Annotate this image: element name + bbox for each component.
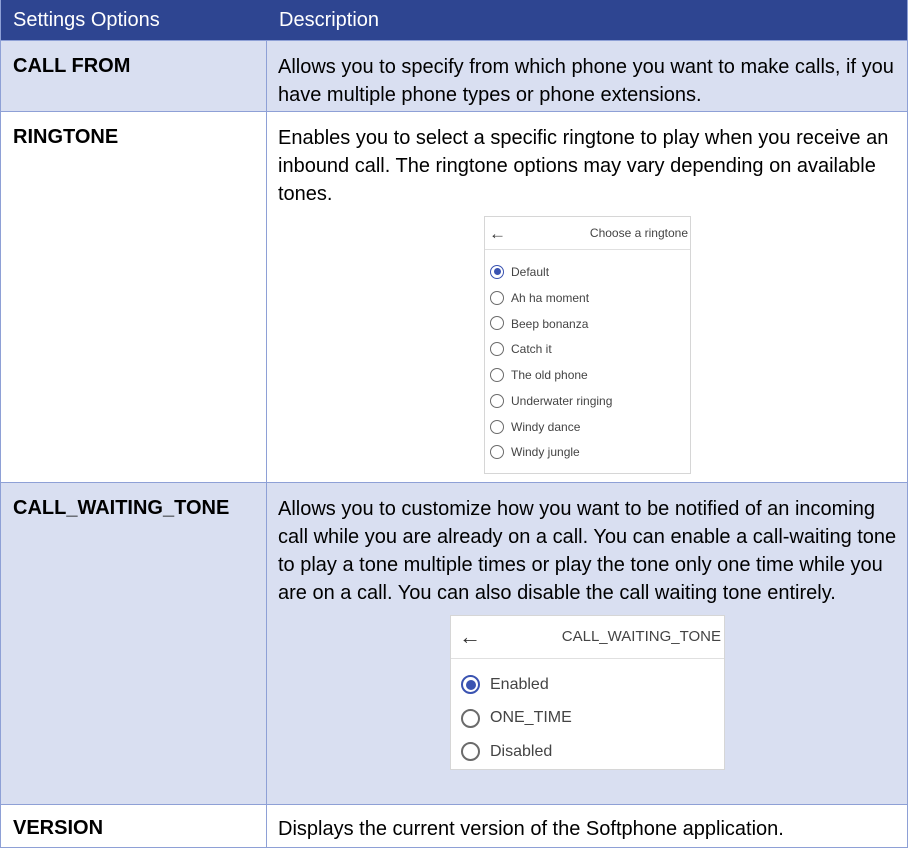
table-row-ringtone <box>1 111 907 482</box>
ringtone-option[interactable] <box>485 388 690 414</box>
ringtone-option-label: Underwater ringing <box>511 393 613 408</box>
description-ringtone: Enables you to select a specific ringtone to play when you receive an inbound call. The ringtone options may vary depending on available tones. <box>278 127 889 205</box>
table-row-call-from <box>1 40 907 111</box>
call-waiting-panel <box>450 615 725 770</box>
description-ringtone-cell <box>267 112 907 482</box>
option-call-from: CALL FROM <box>1 41 267 111</box>
description-call-waiting-tone: Allows you to customize how you want to be notified of an incoming call while you are already on a call. You can enable a call-waiting tone to play a tone multiple times or play the tone only one time while you are on a call. You can also disable the call waiting tone entirely. <box>278 498 897 604</box>
call-waiting-option-label: Enabled <box>490 675 549 693</box>
ringtone-option-label: Catch it <box>511 342 552 357</box>
header-description: Description <box>279 8 380 31</box>
radio-icon[interactable] <box>490 316 504 330</box>
call-waiting-panel-header <box>451 616 724 659</box>
ringtone-option[interactable] <box>485 362 690 388</box>
ringtone-option-label: Windy jungle <box>511 445 580 460</box>
radio-icon[interactable] <box>461 709 480 728</box>
option-version: VERSION <box>1 805 267 847</box>
radio-icon[interactable] <box>490 394 504 408</box>
ringtone-options-list <box>485 250 690 465</box>
header-settings-options: Settings Options <box>13 8 160 31</box>
left-arrow-icon[interactable]: ← <box>489 223 506 243</box>
ringtone-option[interactable] <box>485 440 690 466</box>
table-row-version <box>1 804 907 848</box>
ringtone-option-label: Default <box>511 264 550 279</box>
radio-icon[interactable] <box>490 445 504 459</box>
radio-selected-icon[interactable] <box>490 265 504 279</box>
ringtone-option-label: Ah ha moment <box>511 290 590 305</box>
option-ringtone: RINGTONE <box>1 112 267 482</box>
ringtone-option[interactable] <box>485 336 690 362</box>
ringtone-option[interactable] <box>485 311 690 337</box>
option-call-waiting-tone: CALL_WAITING_TONE <box>1 483 267 804</box>
ringtone-panel-title: Choose a ringtone <box>589 226 688 240</box>
ringtone-panel-header <box>485 217 690 250</box>
call-waiting-option[interactable] <box>451 668 724 702</box>
description-call-from: Allows you to specify from which phone you want to make calls, if you have multiple phone types or phone extensions. <box>278 56 894 106</box>
radio-icon[interactable] <box>490 420 504 434</box>
radio-icon[interactable] <box>461 742 480 761</box>
radio-icon[interactable] <box>490 368 504 382</box>
ringtone-option[interactable] <box>485 259 690 285</box>
table-row-call-waiting-tone <box>1 482 907 804</box>
call-waiting-option[interactable] <box>451 735 724 769</box>
call-waiting-options-list <box>451 659 724 769</box>
radio-icon[interactable] <box>490 342 504 356</box>
ringtone-option-label: Beep bonanza <box>511 316 589 331</box>
radio-selected-icon[interactable] <box>461 675 480 694</box>
table-header <box>1 0 907 40</box>
ringtone-panel <box>484 216 691 474</box>
ringtone-option[interactable] <box>485 414 690 440</box>
call-waiting-option-label: ONE_TIME <box>490 709 572 727</box>
left-arrow-icon[interactable]: ← <box>459 624 481 649</box>
call-waiting-option-label: Disabled <box>490 742 553 760</box>
description-call-waiting-cell <box>267 483 907 804</box>
ringtone-option[interactable] <box>485 285 690 311</box>
ringtone-option-label: The old phone <box>511 368 588 383</box>
description-version: Displays the current version of the Softphone application. <box>278 818 784 840</box>
ringtone-option-label: Windy dance <box>511 419 581 434</box>
radio-icon[interactable] <box>490 291 504 305</box>
call-waiting-option[interactable] <box>451 702 724 736</box>
call-waiting-panel-title: CALL_WAITING_TONE <box>561 628 721 645</box>
